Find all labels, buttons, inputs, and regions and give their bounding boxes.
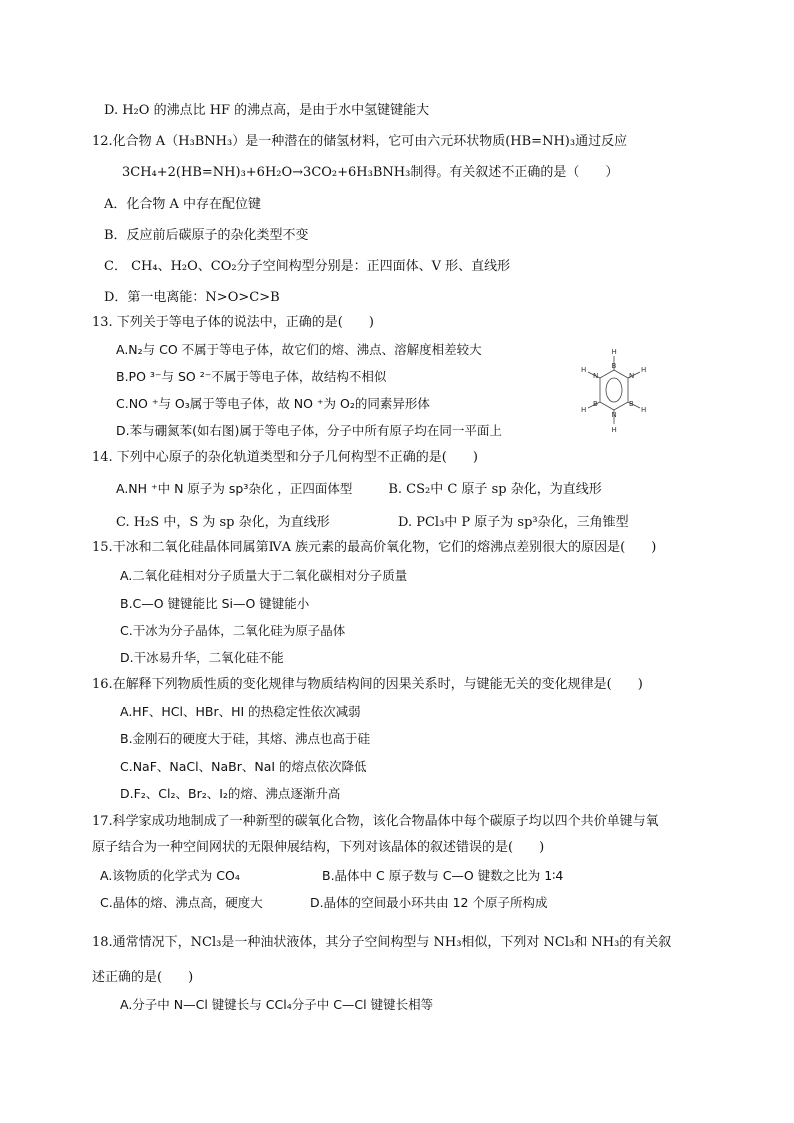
q14-stem: 14. 下列中心原子的杂化轨道类型和分子几何构型不正确的是( ) — [92, 450, 478, 465]
q16-option-b: B.金刚石的硬度大于硅，其熔、沸点也高于硅 — [120, 731, 371, 746]
q14-option-a: A.NH ⁺中 N 原子为 sp³杂化 ，正四面体型 — [116, 481, 353, 496]
atom-b-top: B — [611, 362, 617, 370]
q13-option-b: B.PO ³⁻与 SO ²⁻不属于等电子体，故结构不相似 — [116, 369, 387, 384]
q14-options-row1 — [116, 481, 602, 498]
atom-b-lower-left: B — [593, 400, 598, 408]
borazine-structure-figure — [578, 346, 650, 438]
q17-option-a: A.该物质的化学式为 CO₄ — [100, 868, 240, 883]
atom-n-upper-right: N — [629, 372, 635, 380]
q17-option-d: D.晶体的空间最小环共由 12 个原子所构成 — [310, 895, 548, 910]
q12-option-a: A．化合物 A 中存在配位键 — [104, 197, 262, 212]
q18-option-a: A.分子中 N—Cl 键键长与 CCl₄分子中 C—Cl 键键长相等 — [120, 997, 434, 1012]
q16-option-a: A.HF、HCl、HBr、HI 的热稳定性依次减弱 — [120, 704, 361, 719]
q14-option-b: B. CS₂中 C 原子 sp 杂化，为直线形 — [388, 482, 602, 497]
q15-option-b: B.C—O 键键能比 Si—O 键键能小 — [120, 596, 310, 611]
q12-option-d: D．第一电离能：N>O>C>B — [104, 290, 280, 305]
q12-option-b: B．反应前后碳原子的杂化类型不变 — [104, 228, 309, 243]
q15-option-c: C.干冰为分子晶体，二氧化硅为原子晶体 — [120, 623, 346, 638]
q13-stem: 13. 下列关于等电子体的说法中，正确的是( ) — [92, 315, 374, 330]
q14-option-c: C. H₂S 中，S 为 sp 杂化，为直线形 — [116, 515, 330, 530]
q12-option-c: C． CH₄、H₂O、CO₂分子空间构型分别是：正四面体、V 形、直线形 — [104, 259, 511, 274]
q17-stem-line2: 原子结合为一种空间网状的无限伸展结构，下列对该晶体的叙述错误的是( ) — [92, 840, 545, 855]
q17-stem-line1: 17.科学家成功地制成了一种新型的碳氧化合物，该化合物晶体中每个碳原子均以四个共价单键与氧 — [92, 814, 659, 829]
q12-stem-line2: 3CH₄+2(HB=NH)₃+6H₂O→3CO₂+6H₃BNH₃制得。有关叙述不正确的是（ ） — [122, 165, 619, 180]
atom-n-bottom: N — [611, 411, 617, 419]
q13-option-d: D.苯与硼氮苯(如右图)属于等电子体，分子中所有原子均在同一平面上 — [116, 423, 502, 438]
atom-h-upper-left: H — [581, 366, 587, 374]
atom-h-lower-right: H — [641, 406, 647, 414]
q13-option-a: A.N₂与 CO 不属于等电子体，故它们的熔、沸点、溶解度相差较大 — [116, 342, 482, 357]
q13-option-c: C.NO ⁺与 O₃属于等电子体，故 NO ⁺为 O₂的同素异形体 — [116, 396, 430, 411]
q16-option-d: D.F₂、Cl₂、Br₂、I₂的熔、沸点逐渐升高 — [120, 786, 341, 801]
q12-stem-line1: 12.化合物 A（H₃BNH₃）是一种潜在的储氢材料，它可由六元环状物质(HB=NH)₃通过反应 — [92, 134, 628, 149]
atom-h-upper-right: H — [641, 366, 647, 374]
q18-stem-line2: 述正确的是( ) — [92, 970, 194, 985]
q11-option-d: D. H₂O 的沸点比 HF 的沸点高，是由于水中氢键键能大 — [104, 103, 430, 118]
q15-option-a: A.二氧化硅相对分子质量大于二氧化碳相对分子质量 — [120, 568, 408, 583]
q17-option-c: C.晶体的熔、沸点高，硬度大 — [100, 895, 263, 910]
q14-option-d: D. PCl₃中 P 原子为 sp³杂化，三角锥型 — [398, 515, 629, 530]
q15-option-d: D.干冰易升华，二氧化硅不能 — [120, 650, 284, 665]
q18-stem-line1: 18.通常情况下，NCl₃是一种油状液体，其分子空间构型与 NH₃相似，下列对 NCl₃和 NH₃的有关叙 — [92, 935, 672, 950]
atom-h-bottom: H — [611, 426, 617, 434]
atom-h-top: H — [611, 348, 617, 356]
atom-h-lower-left: H — [581, 406, 587, 414]
q16-option-c: C.NaF、NaCl、NaBr、NaI 的熔点依次降低 — [120, 759, 367, 774]
atom-n-upper-left: N — [593, 372, 599, 380]
q17-option-b: B.晶体中 C 原子数与 C—O 键数之比为 1∶4 — [322, 868, 564, 883]
q15-stem: 15.干冰和二氧化硅晶体同属第ⅣA 族元素的最高价氧化物，它们的熔沸点差别很大的原因是( ) — [92, 540, 657, 555]
atom-b-lower-right: B — [629, 400, 634, 408]
q16-stem: 16.在解释下列物质性质的变化规律与物质结构间的因果关系时，与键能无关的变化规律是( ) — [92, 677, 643, 692]
